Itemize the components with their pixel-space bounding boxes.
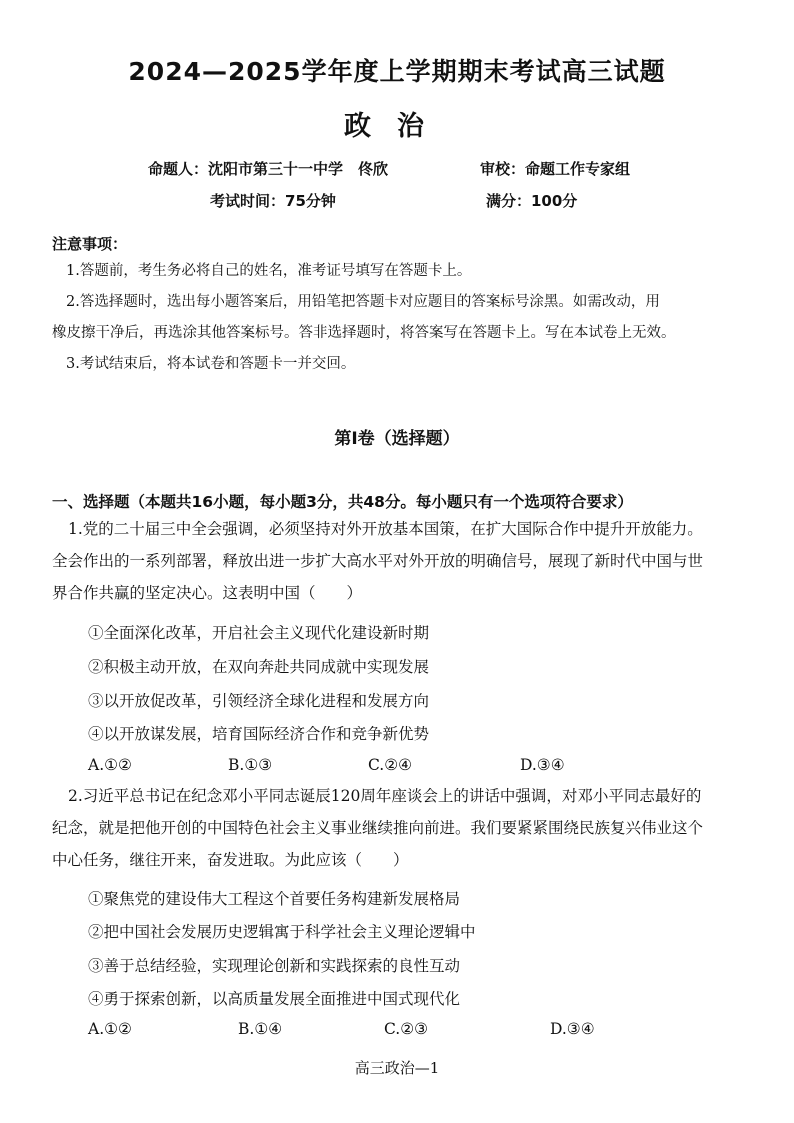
question-1-option: ③以开放促改革，引领经济全球化进程和发展方向 — [88, 692, 430, 710]
author-label: 命题人：沈阳市第三十一中学 佟欣 — [148, 160, 389, 178]
stem-line: 全会作出的一系列部署，释放出进一步扩大高水平对外开放的明确信号，展现了新时代中国与世 — [52, 552, 704, 570]
time-label: 考试时间：75分钟 — [210, 192, 336, 210]
question-2-option: ②把中国社会发展历史逻辑寓于科学社会主义理论逻辑中 — [88, 923, 476, 941]
note-line: 橡皮擦干净后，再选涂其他答案标号。答非选择题时，将答案写在答题卡上。写在本试卷上无效。 — [52, 325, 676, 341]
stem-line: 界合作共赢的坚定决心。这表明中国（ ） — [52, 584, 363, 602]
question-1-option: ①全面深化改革，开启社会主义现代化建设新时期 — [88, 624, 430, 642]
review-label: 审校：命题工作专家组 — [480, 160, 631, 178]
exam-title: 2024—2025学年度上学期期末考试高三试题 — [128, 57, 666, 86]
stem-line: 纪念，就是把他开创的中国特色社会主义事业继续推向前进。我们要紧紧围绕民族复兴伟业这个 — [52, 819, 704, 837]
choice-d: D.③④ — [550, 1020, 595, 1038]
question-1-stem — [52, 513, 752, 609]
choice-a: A.①② — [88, 1020, 132, 1038]
subject-title: 政治 — [344, 111, 450, 142]
stem-line: 中心任务，继往开来，奋发进取。为此应该（ ） — [52, 851, 409, 869]
stem-line: 2.习近平总书记在纪念邓小平同志诞辰120周年座谈会上的讲话中强调，对邓小平同志最好的 — [68, 787, 702, 805]
choice-a: A.①② — [88, 756, 132, 774]
note-line: 2.答选择题时，选出每小题答案后，用铅笔把答题卡对应题目的答案标号涂黑。如需改动，用 — [66, 294, 660, 310]
page-footer: 高三政治—1 — [354, 1059, 440, 1077]
choice-b: B.①④ — [238, 1020, 283, 1038]
note-line: 3.考试结束后，将本试卷和答题卡一并交回。 — [66, 356, 356, 372]
section-title: 第Ⅰ卷（选择题） — [334, 429, 460, 449]
choice-c: C.②④ — [368, 756, 413, 774]
question-2-option: ④勇于探索创新，以高质量发展全面推进中国式现代化 — [88, 990, 461, 1008]
note-line: 1.答题前，考生务必将自己的姓名，准考证号填写在答题卡上。 — [66, 263, 472, 279]
score-label: 满分：100分 — [486, 192, 578, 210]
part-title: 一、选择题（本题共16小题，每小题3分，共48分。每小题只有一个选项符合要求） — [52, 493, 633, 511]
notes-title: 注意事项： — [52, 235, 128, 253]
stem-line: 1.党的二十届三中全会强调，必须坚持对外开放基本国策，在扩大国际合作中提升开放能力。 — [68, 520, 703, 538]
choice-c: C.②③ — [384, 1020, 429, 1038]
note-item — [52, 256, 752, 380]
choice-b: B.①③ — [228, 756, 273, 774]
question-2-stem — [52, 780, 752, 876]
question-2-option: ①聚焦党的建设伟大工程这个首要任务构建新发展格局 — [88, 890, 461, 908]
choice-d: D.③④ — [520, 756, 565, 774]
question-1-option: ④以开放谋发展，培育国际经济合作和竞争新优势 — [88, 725, 430, 743]
question-2-option: ③善于总结经验，实现理论创新和实践探索的良性互动 — [88, 957, 461, 975]
question-1-option: ②积极主动开放，在双向奔赴共同成就中实现发展 — [88, 658, 430, 676]
